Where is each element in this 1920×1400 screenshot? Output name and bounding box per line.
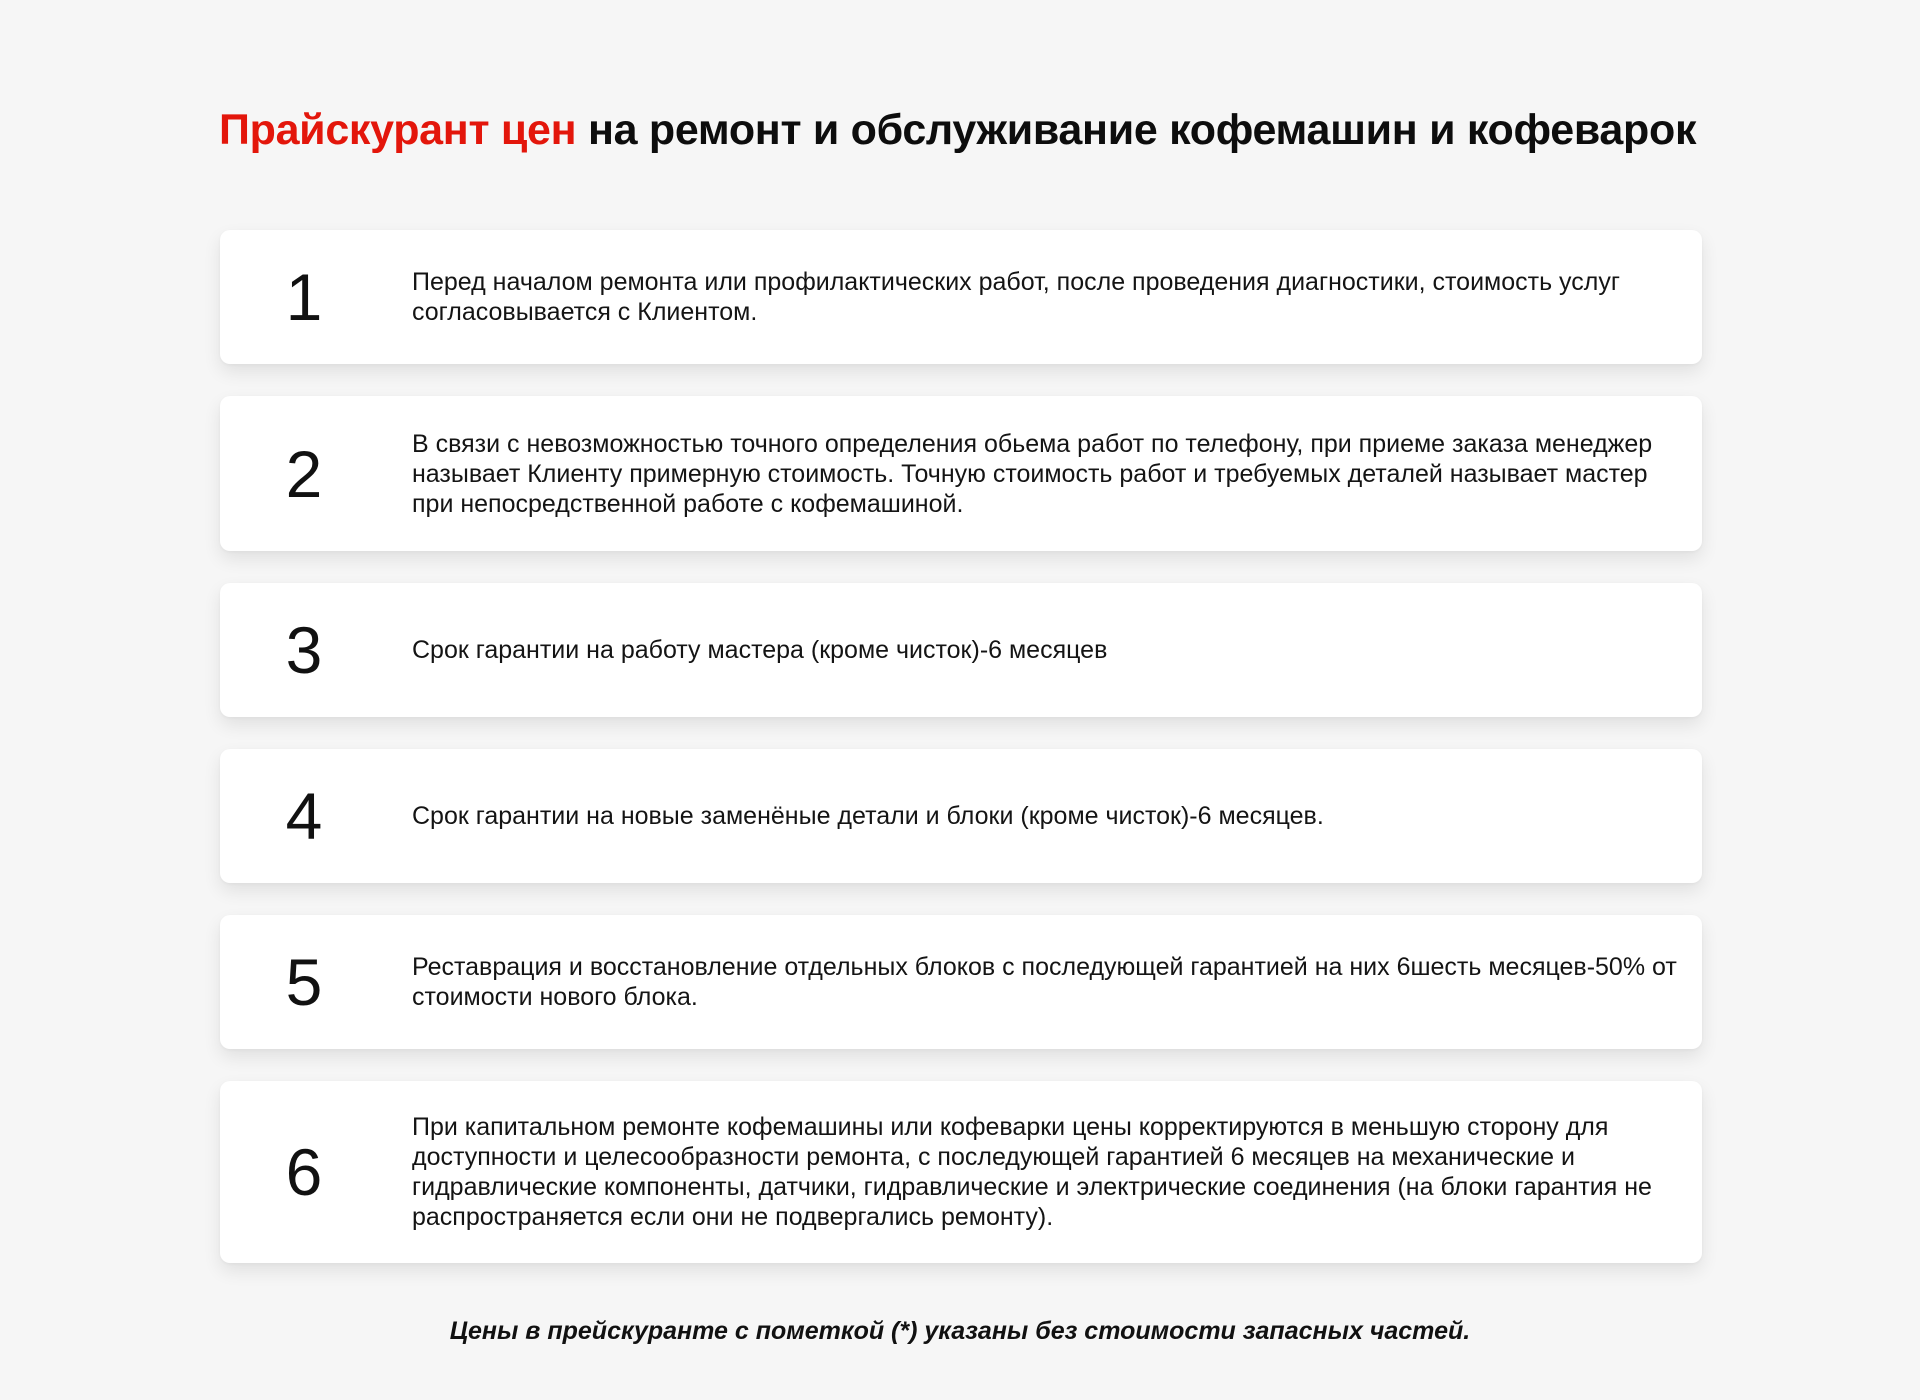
term-text-4: Срок гарантии на новые заменёные детали и блоки (кроме чисток)-6 месяцев.	[412, 802, 1324, 830]
term-card-6	[220, 1081, 1702, 1263]
term-text-6: При капитальном ремонте кофемашины или кофеварки цены корректируются в меньшую сторону для доступности и целесообразности ремонта, с последующей гарантией 6 месяцев на механические и гидравлические компоненты, датчики, гидравлические и электрические соединения (на блоки гарантия не распространяется если они не подвергались ремонту).	[412, 1113, 1652, 1231]
term-text-2: В связи с невозможностью точного определения обьема работ по телефону, при приеме заказа менеджер называет Клиенту примерную стоимость. Точную стоимость работ и требуемых деталей называет мастер при непосредственной работе с кофемашиной.	[412, 429, 1653, 518]
term-number-2: 2	[285, 436, 323, 511]
term-text-3: Срок гарантии на работу мастера (кроме чисток)-6 месяцев	[412, 636, 1108, 664]
term-card-1	[220, 230, 1702, 364]
term-card-5	[220, 915, 1702, 1049]
term-card-3	[220, 583, 1702, 717]
term-text-5: Реставрация и восстановление отдельных блоков с последующей гарантией на них 6шесть месяцев-50% от стоимости нового блока.	[412, 953, 1677, 1011]
page-title-accent: Прайскурант цен	[219, 106, 577, 154]
page-title-rest: на ремонт и обслуживание кофемашин и кофеварок	[576, 106, 1697, 154]
footnote: Цены в прейскуранте с пометкой (*) указаны без стоимости запасных частей.	[449, 1317, 1471, 1345]
page-title	[219, 102, 1709, 158]
term-card-4	[220, 749, 1702, 883]
term-number-5: 5	[285, 945, 323, 1019]
term-number-4: 4	[285, 779, 323, 853]
term-number-6: 6	[285, 1135, 323, 1209]
term-text-1: Перед началом ремонта или профилактических работ, после проведения диагностики, стоимость услуг согласовывается с Клиентом.	[412, 268, 1620, 326]
term-card-2	[220, 396, 1702, 551]
term-number-1: 1	[285, 260, 323, 334]
term-number-3: 3	[285, 613, 323, 687]
